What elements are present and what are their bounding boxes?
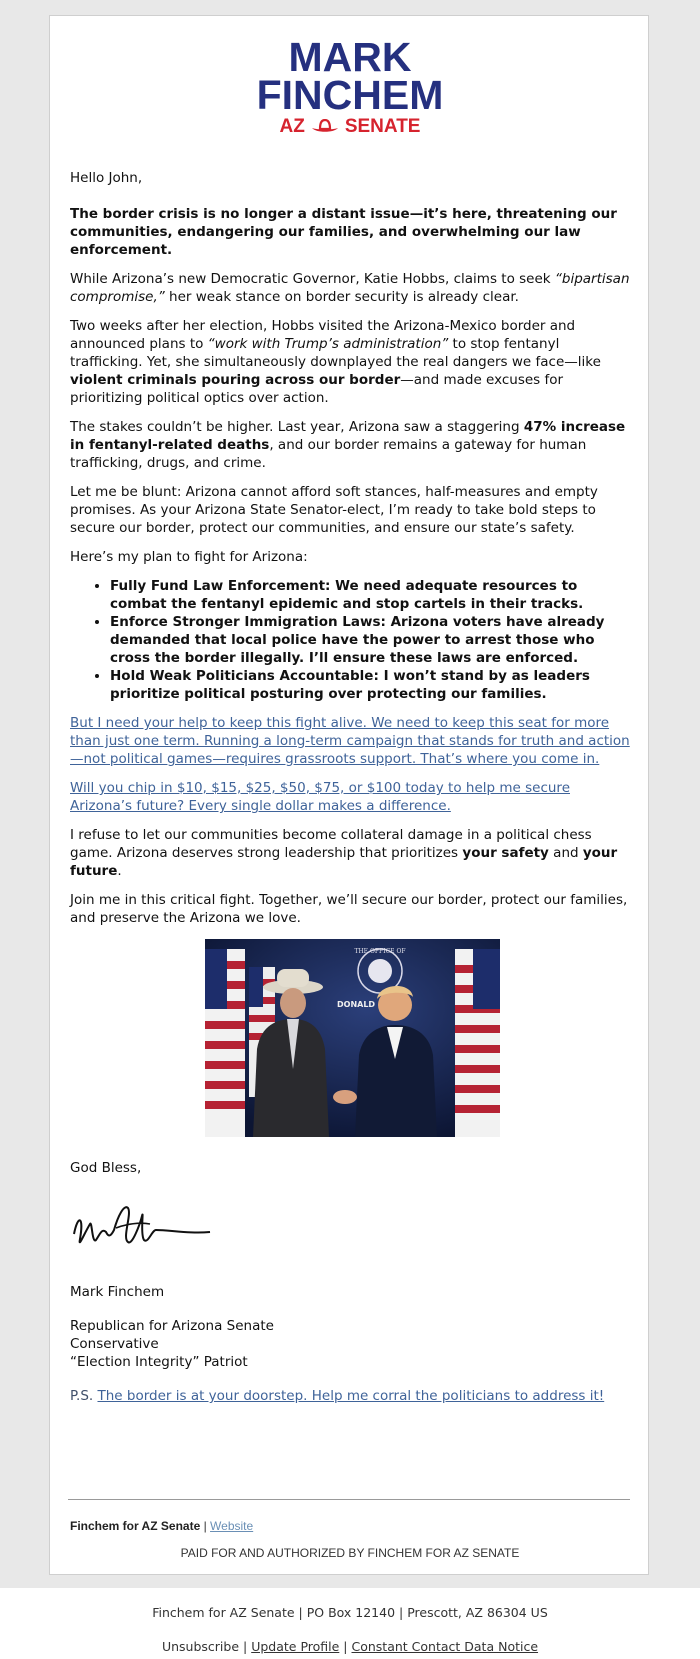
handshake-photo[interactable]	[205, 939, 500, 1137]
intro-paragraph: The border crisis is no longer a distant issue—it’s here, threatening our communities, endangering our families, and overwhelming our law enforcement.	[70, 206, 617, 258]
plan-list	[70, 577, 635, 703]
chip-in-paragraph	[70, 779, 635, 815]
logo-state: AZ	[279, 116, 305, 137]
logo-subtitle	[50, 116, 650, 138]
footer-org: Finchem for AZ Senate	[70, 1519, 201, 1533]
svg-text:DONALD: DONALD	[337, 1000, 376, 1009]
footer-org-line: Finchem for AZ Senate | Website	[70, 1519, 254, 1533]
postscript-link[interactable]: The border is at your doorstep. Help me corral the politicians to address it!	[97, 1388, 605, 1404]
unsubscribe-link[interactable]: Unsubscribe	[161, 1639, 240, 1654]
constant-contact-footer	[0, 1588, 700, 1659]
update-profile-link[interactable]: Update Profile	[251, 1639, 340, 1654]
svg-text:THE OFFICE OF: THE OFFICE OF	[354, 948, 406, 955]
help-link[interactable]: But I need your help to keep this fight alive. We need to keep this seat for more than just one term. Running a long-term campaign that stands for truth and action—not political games—requires grassroots support. That’s where you come in.	[70, 715, 630, 767]
paragraph-stakes: The stakes couldn’t be higher. Last year, Arizona saw a staggering 47% increase in fentanyl-related deaths, and our border remains a gateway for human trafficking, drugs, and crime.	[70, 419, 626, 471]
donate-link[interactable]: Will you chip in $10, $15, $25, $50, $75, or $100 today to help me secure Arizona’s future? Every single dollar makes a difference.	[70, 780, 570, 814]
signer-titles: Republican for Arizona Senate Conservative “Election Integrity” Patriot	[70, 1318, 274, 1370]
paragraph-plan-intro: Here’s my plan to fight for Arizona:	[70, 549, 308, 565]
flag-left	[205, 949, 245, 1137]
footer-address: Finchem for AZ Senate | PO Box 12140 | Prescott, AZ 86304 US	[152, 1605, 548, 1620]
data-notice-link[interactable]: Constant Contact Data Notice	[351, 1639, 539, 1654]
signer-name: Mark Finchem	[70, 1284, 165, 1300]
paragraph-refuse: I refuse to let our communities become collateral damage in a political chess game. Arizona deserves strong leadership that prioritizes your safety and your future.	[70, 827, 618, 879]
footer-links: Unsubscribe | Update Profile | Constant Contact Data Notice	[161, 1639, 539, 1654]
campaign-logo	[50, 34, 650, 138]
logo-first-name: MARK	[288, 34, 412, 80]
cowboy-hat-icon	[311, 119, 339, 135]
help-paragraph	[70, 714, 635, 768]
email-card	[49, 15, 649, 1575]
plan-item: • Hold Weak Politicians Accountable: I won’t stand by as leaders prioritize political posturing over protecting our families.	[110, 667, 635, 703]
paragraph-blunt: Let me be blunt: Arizona cannot afford soft stances, half-measures and empty promises. As your Arizona State Senator-elect, I’m ready to take bold steps to secure our border, protect our communities, and ensure our state’s safety.	[70, 484, 598, 536]
plan-item: • Fully Fund Law Enforcement: We need adequate resources to combat the fentanyl epidemic and stop cartels in their tracks.	[110, 577, 635, 613]
greeting: Hello John,	[70, 170, 143, 186]
flag-right	[455, 949, 500, 1137]
paid-for-disclaimer: PAID FOR AND AUTHORIZED BY FINCHEM FOR AZ SENATE	[180, 1546, 520, 1560]
email-body	[70, 169, 635, 1416]
footer-divider	[68, 1499, 630, 1500]
paragraph-border-visit: Two weeks after her election, Hobbs visited the Arizona-Mexico border and announced plans to “work with Trump’s administration” to stop fentanyl trafficking. Yet, she simultaneously downplayed the real dangers we face—like violent criminals pouring across our border—and made excuses for prioritizing political optics over action.	[70, 318, 601, 406]
logo-last-name: FINCHEM	[256, 72, 444, 118]
logo-senate: SENATE	[344, 116, 421, 137]
plan-item: • Enforce Stronger Immigration Laws: Arizona voters have already demanded that local police have the power to arrest those who cross the border illegally. I’ll ensure these laws are enforced.	[110, 613, 635, 667]
signature-image	[70, 1194, 220, 1264]
website-link[interactable]: Website	[210, 1519, 254, 1533]
paragraph-governor: While Arizona’s new Democratic Governor, Katie Hobbs, claims to seek “bipartisan compromise,” her weak stance on border security is already clear.	[70, 271, 630, 305]
postscript: P.S. The border is at your doorstep. Help me corral the politicians to address it!	[70, 1388, 605, 1404]
paragraph-join: Join me in this critical fight. Together, we’ll secure our border, protect our families, and preserve the Arizona we love.	[70, 892, 628, 926]
closing: God Bless,	[70, 1160, 142, 1176]
